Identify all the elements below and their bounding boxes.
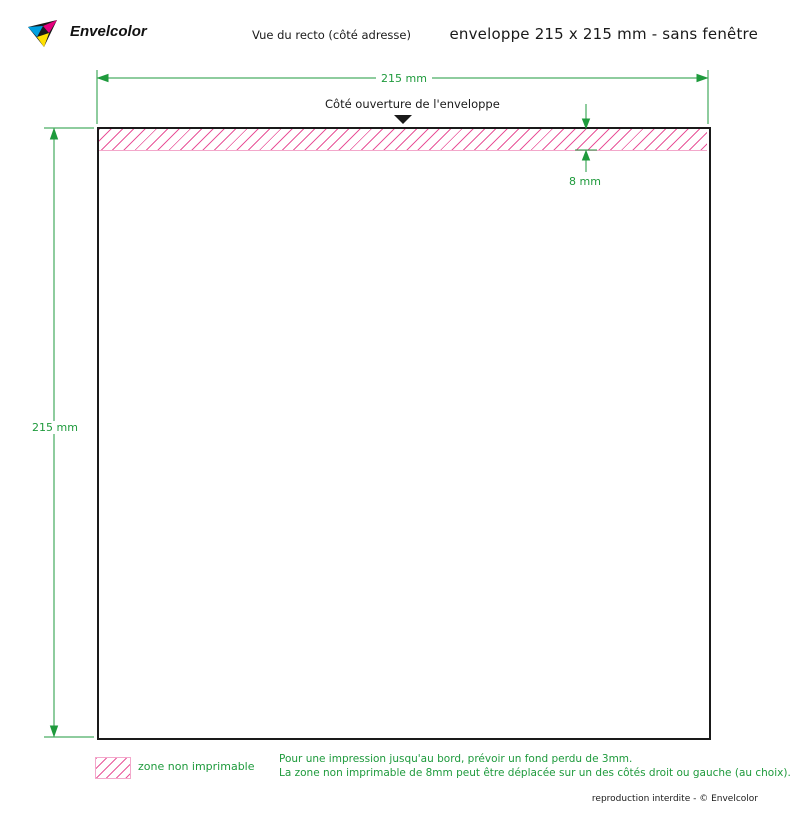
height-label: 215 mm xyxy=(29,421,81,434)
height-arrow-bottom xyxy=(51,726,58,736)
note-zone: La zone non imprimable de 8mm peut être déplacée sur un des côtés droit ou gauche (au choix). xyxy=(279,767,791,779)
legend-label: zone non imprimable xyxy=(138,760,255,773)
non-printable-zone xyxy=(99,129,707,151)
height-arrow-top xyxy=(51,129,58,139)
margin-label: 8 mm xyxy=(565,175,605,188)
legend-swatch xyxy=(95,757,131,779)
note-bleed: Pour une impression jusqu'au bord, prévoir un fond perdu de 3mm. xyxy=(279,753,633,765)
opening-label: Côté ouverture de l'enveloppe xyxy=(325,97,500,111)
width-label: 215 mm xyxy=(376,72,432,85)
view-label: Vue du recto (côté adresse) xyxy=(252,28,411,42)
brand-name: Envelcolor xyxy=(70,23,147,40)
envelope-outline xyxy=(97,127,711,740)
logo-icon xyxy=(27,19,67,49)
envelope-title: enveloppe 215 x 215 mm - sans fenêtre xyxy=(449,25,758,43)
copyright: reproduction interdite - © Envelcolor xyxy=(591,794,758,804)
width-arrow-right xyxy=(697,75,707,82)
width-arrow-left xyxy=(98,75,108,82)
opening-arrow-icon xyxy=(394,115,412,124)
